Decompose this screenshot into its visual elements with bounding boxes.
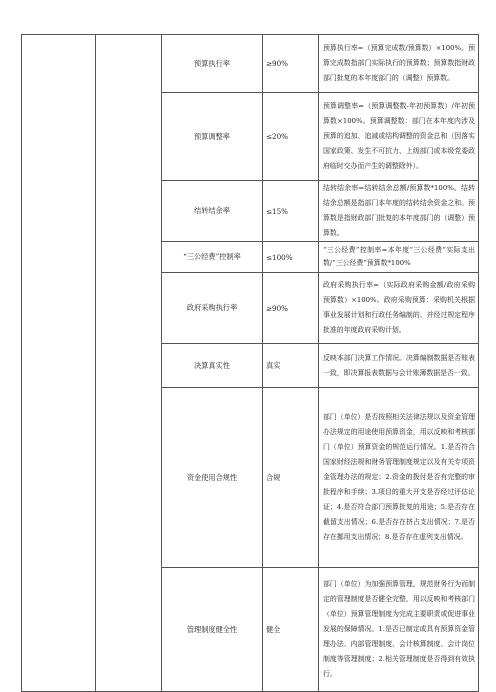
indicator-value: 健全 bbox=[263, 568, 319, 692]
indicator-value: ≤15% bbox=[263, 181, 319, 242]
indicator-description: “三公经费”控制率=本年度“三公经费”实际支出数/“三公经费”预算数*100% bbox=[319, 242, 479, 273]
indicator-name: 预算调整率 bbox=[162, 93, 263, 181]
indicator-value: 合规 bbox=[263, 388, 319, 568]
indicator-description: 反映本部门决算工作情况。决算编制数据是否账表一致，即决算报表数据与会计账簿数据是否一致。 bbox=[319, 344, 479, 388]
indicator-description: 部门（单位）是否按照相关法律法规以及资金管理办法规定的用途使用预算资金，用以反映和考核部门（单位）预算资金的规范运行情况。1.是否符合国家财经法规和财务管理制度规定以及有关专项资金管理办法的规定；2.资金的拨付是否有完整的审批程序和手续；3.项目的重大开支是否经过评估论证；4.是否符合部门预算批复的用途；5.是否存在截留支出情况；6.是否存在挤占支出情况；7.是否存在挪用支出情况；8.是否存在虚列支出情况。 bbox=[319, 388, 479, 568]
indicator-name: “三公经费”控制率 bbox=[162, 242, 263, 273]
indicator-description: 部门（单位）为加强预算管理，规范财务行为而制定的管理制度是否健全完整，用以反映和考核部门（单位）预算管理制度为完成主要职责或促进事业发展的保障情况。1.是否已制定或具有预算资金管理办法、内部管理制度、会计核算制度、会计岗位制度等管理制度；2.相关管理制度是否得到有效执行。 bbox=[319, 568, 479, 692]
indicator-value: 真实 bbox=[263, 344, 319, 388]
indicator-description: 政府采购执行率=（实际政府采购金额/政府采购预算数）×100%。政府采购预算：采购机关根据事业发展计划和行政任务编制的、并经过规定程序批准的年度政府采购计划。 bbox=[319, 273, 479, 344]
indicator-name: 资金使用合规性 bbox=[162, 388, 263, 568]
table-row bbox=[22, 35, 479, 93]
empty-level2-cell bbox=[96, 35, 162, 692]
indicator-name: 预算执行率 bbox=[162, 35, 263, 93]
indicator-name: 管理制度健全性 bbox=[162, 568, 263, 692]
indicator-name: 结转结余率 bbox=[162, 181, 263, 242]
indicator-description: 预算调整率=（预算调整数-年初预算数）/年初预算数×100%。预算调整数：部门在本年度内涉及预算的追加、追减或结构调整的资金总和（因落实国家政策、发生不可抗力、上级部门或本级党委政府临时交办而产生的调整除外）。 bbox=[319, 93, 479, 181]
indicator-value: ≤20% bbox=[263, 93, 319, 181]
indicator-name: 政府采购执行率 bbox=[162, 273, 263, 344]
evaluation-indicator-table bbox=[21, 34, 479, 692]
indicator-value: ≤100% bbox=[263, 242, 319, 273]
indicator-description: 预算执行率=（预算完成数/预算数）×100%。预算完成数指部门实际执行的预算数；预算数指财政部门批复的本年度部门的（调整）预算数。 bbox=[319, 35, 479, 93]
indicator-description: 结转结余率=结转结余总额/预算数*100%。结转结余总额是指部门本年度的结转结余资金之和。预算数是指财政部门批复的本年度部门的（调整）预算数。 bbox=[319, 181, 479, 242]
indicator-name: 决算真实性 bbox=[162, 344, 263, 388]
empty-level1-cell bbox=[22, 35, 96, 692]
indicator-value: ≥90% bbox=[263, 273, 319, 344]
indicator-value: ≥90% bbox=[263, 35, 319, 93]
